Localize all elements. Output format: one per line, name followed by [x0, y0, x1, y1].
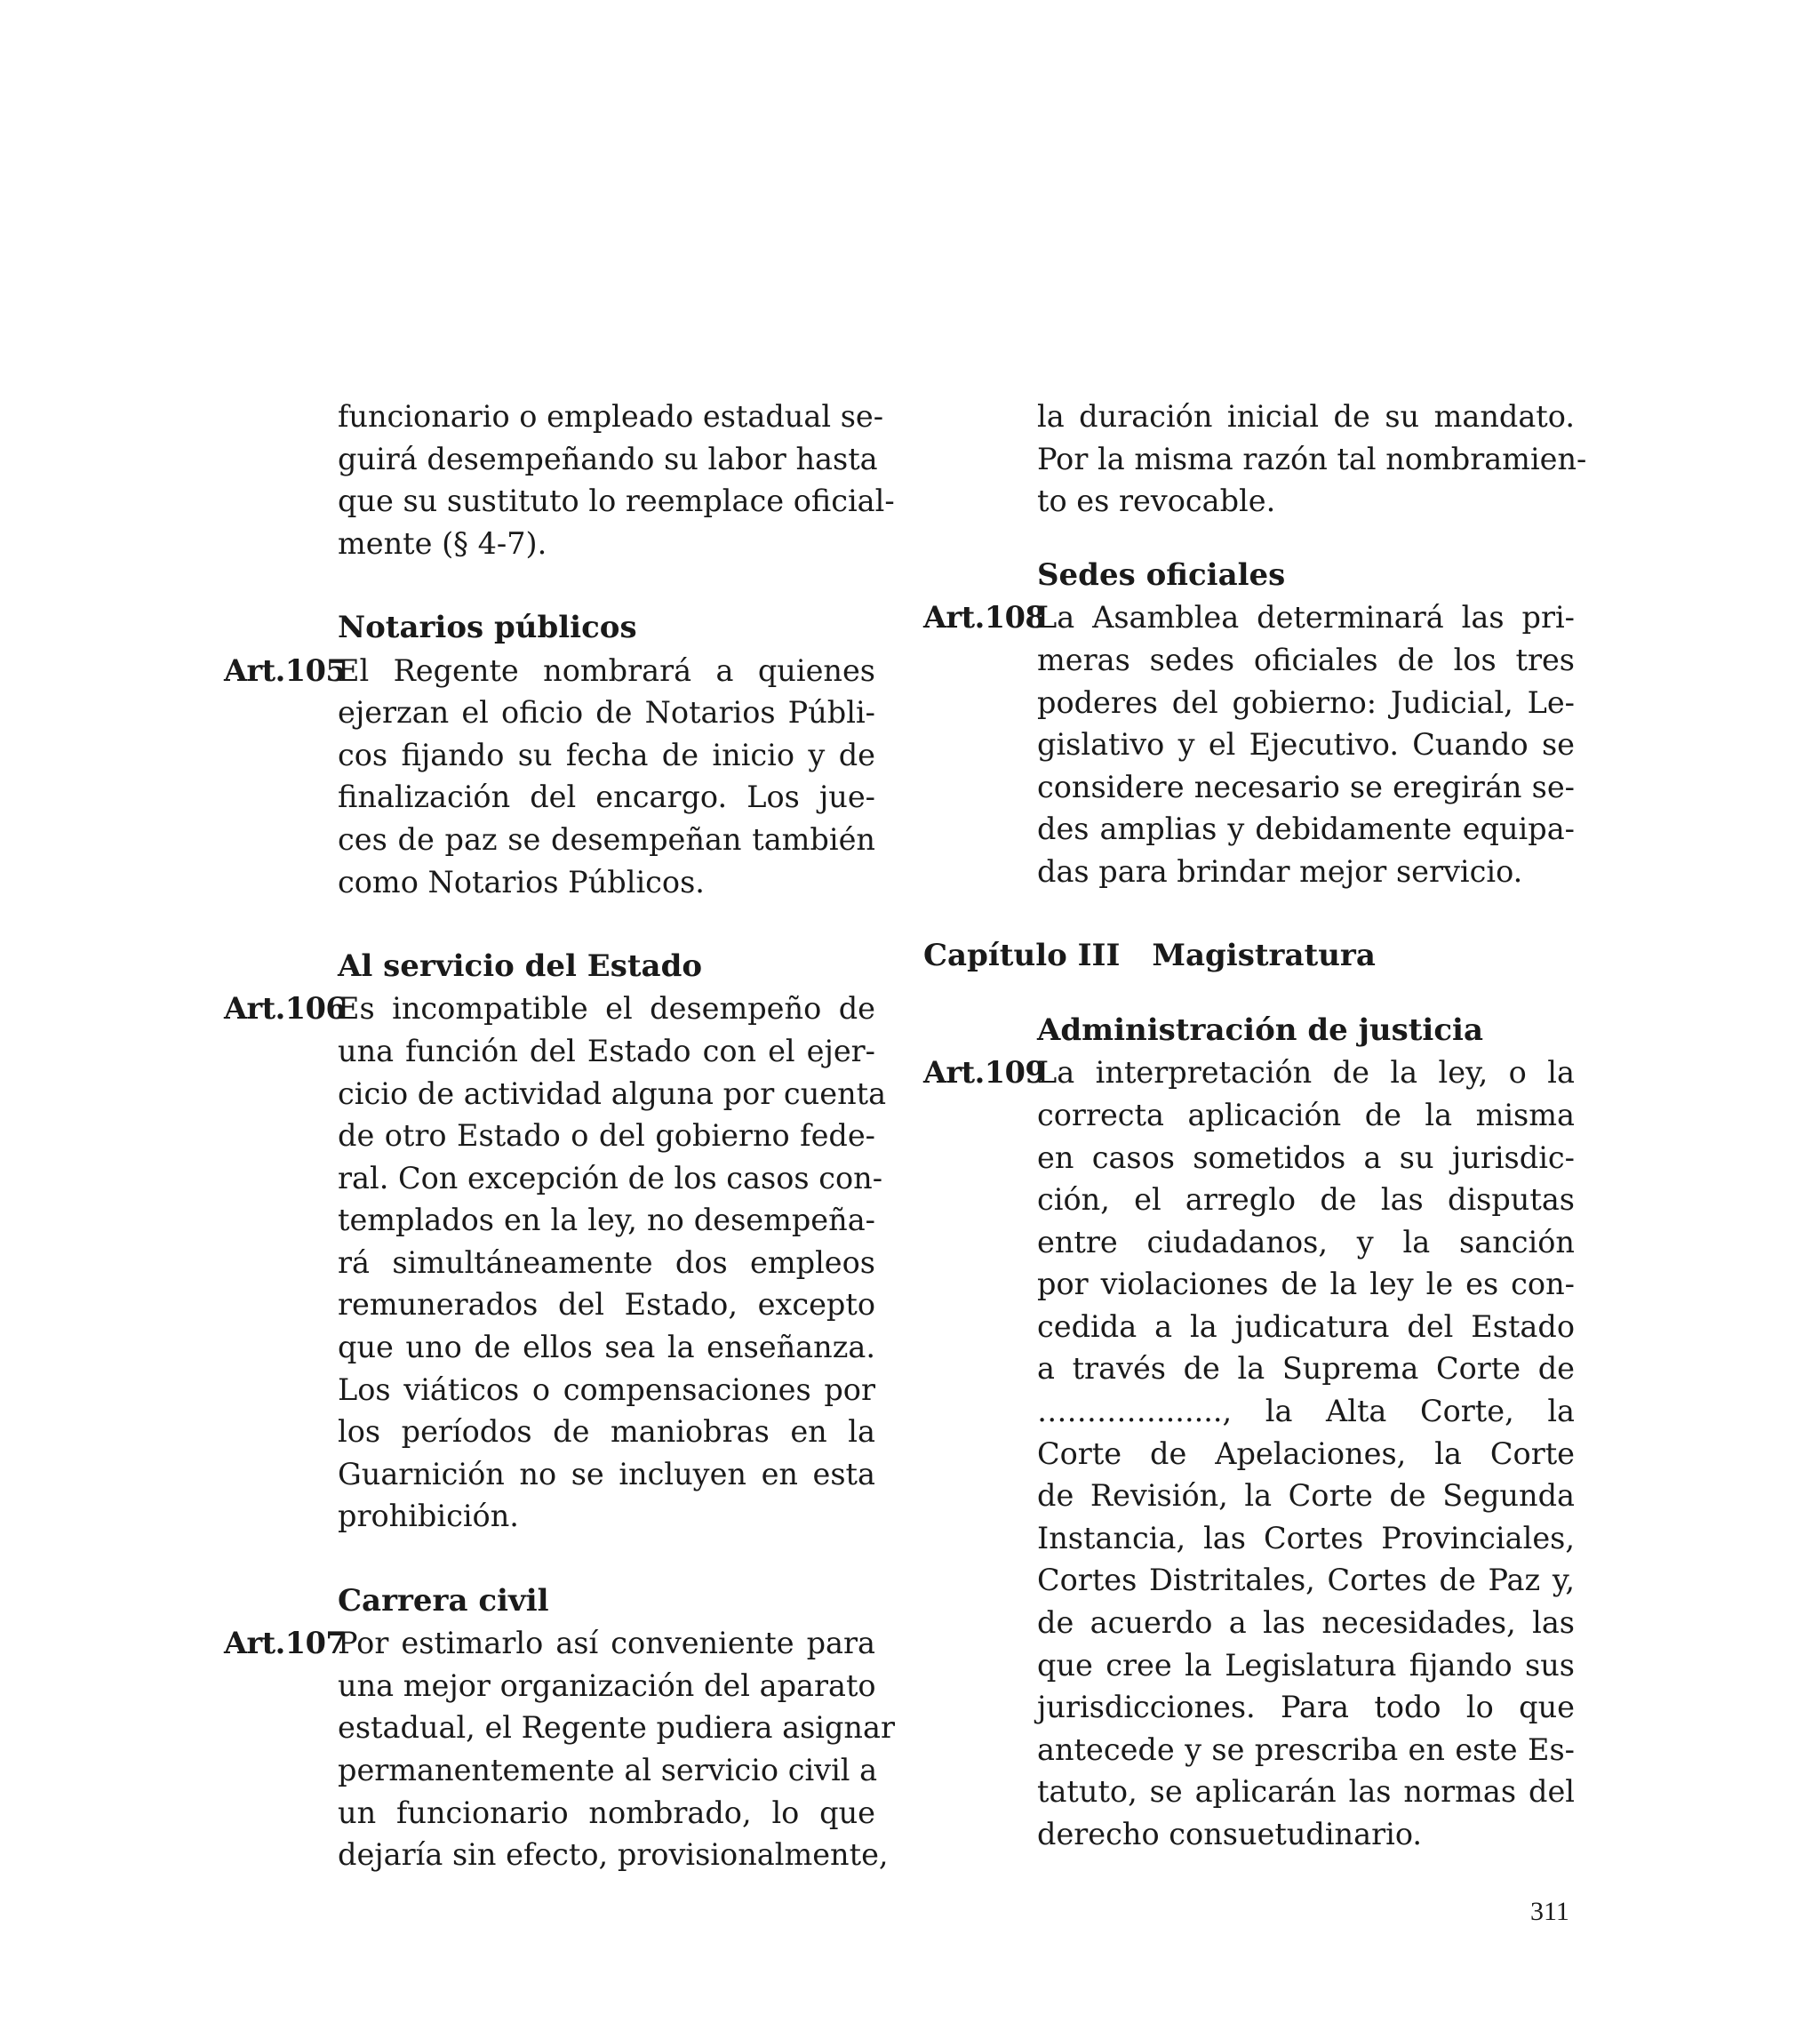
section-carrera-civil: [224, 1580, 895, 1876]
text-line: prohibición.: [338, 1499, 519, 1534]
text-line: dejaría sin efecto, provisionalmente,: [338, 1837, 889, 1873]
section-sedes-oficiales: [923, 555, 1575, 893]
text-line: Guarnición no se incluyen en esta: [338, 1456, 875, 1491]
page-number: 311: [1530, 1897, 1569, 1926]
chapter-heading: [923, 935, 1575, 978]
article-107: [224, 1622, 895, 1876]
text-line: meras sedes oficiales de los tres: [1037, 642, 1575, 677]
article-number: Art.109: [923, 1055, 1046, 1091]
text-line: permanentemente al servicio civil a: [338, 1753, 878, 1787]
text-line: en casos sometidos a su jurisdic-: [1037, 1139, 1575, 1175]
article-number: Art.107: [224, 1626, 347, 1661]
intro-paragraph: [338, 396, 895, 564]
text-line: cicio de actividad alguna por cuenta: [338, 1075, 887, 1111]
article-number: Art.106: [224, 991, 347, 1027]
text-line: ción, el arreglo de las disputas: [1037, 1182, 1575, 1218]
article-109: [923, 1051, 1575, 1855]
text-line: Cortes Distritales, Cortes de Paz y,: [1037, 1563, 1575, 1598]
text-line: Por estimarlo así conveniente para: [338, 1626, 875, 1661]
text-line: La Asamblea determinará las pri-: [1037, 600, 1575, 636]
text-line: Corte de Apelaciones, la Corte: [1037, 1435, 1575, 1471]
text-line: a través de la Suprema Corte de: [1037, 1351, 1575, 1387]
text-line: ces de paz se desempeñan también: [338, 821, 875, 857]
article-108: [923, 596, 1575, 892]
text-line: de Revisión, la Corte de Segunda: [1037, 1478, 1575, 1514]
text-line: Por la misma razón tal nombramien-: [1037, 441, 1587, 476]
text-line: entre ciudadanos, y la sanción: [1037, 1224, 1575, 1259]
text-line: estadual, el Regente pudiera asignar: [338, 1710, 895, 1746]
text-line: cos fijando su fecha de inicio y de: [338, 737, 875, 772]
text-line: un funcionario nombrado, lo que: [338, 1795, 875, 1830]
text-line: templados en la ley, no desempeña-: [338, 1203, 875, 1238]
text-line: to es revocable.: [1037, 484, 1276, 519]
continuation-paragraph: [1037, 396, 1587, 523]
article-number: Art.105: [224, 652, 347, 688]
text-line: ral. Con excepción de los casos con-: [338, 1160, 883, 1195]
section-notarios: [224, 607, 875, 903]
text-line: poderes del gobierno: Judicial, Le-: [1037, 684, 1575, 720]
text-line: guirá desempeñando su labor hasta: [338, 441, 878, 476]
text-line: de otro Estado o del gobierno fede-: [338, 1118, 875, 1154]
text-line: derecho consuetudinario.: [1037, 1817, 1423, 1851]
text-line: una mejor organización del aparato: [338, 1667, 876, 1703]
text-line: des amplias y debidamente equipa-: [1037, 812, 1575, 847]
text-line: Es incompatible el desempeño de: [338, 991, 875, 1027]
text-line: que su sustituto lo reemplace oficial-: [338, 484, 895, 519]
text-line: que uno de ellos sea la enseñanza.: [338, 1330, 875, 1365]
section-heading: Al servicio del Estado: [338, 948, 703, 984]
text-line: una función del Estado con el ejer-: [338, 1033, 875, 1068]
text-line: que cree la Legislatura fijando sus: [1037, 1647, 1575, 1683]
text-line: rá simultáneamente dos empleos: [338, 1244, 875, 1280]
chapter-label: Capítulo III: [923, 938, 1121, 974]
text-line: gislativo y el Ejecutivo. Cuando se: [1037, 727, 1575, 763]
text-line: La interpretación de la ley, o la: [1037, 1055, 1575, 1091]
text-line: antecede y se prescriba en este Es-: [1037, 1731, 1575, 1767]
article-number: Art.108: [923, 600, 1046, 636]
text-line: …………......., la Alta Corte, la: [1037, 1394, 1575, 1429]
article-106: [224, 988, 887, 1538]
section-heading: Administración de justicia: [1037, 1012, 1483, 1048]
section-al-servicio: [224, 946, 887, 1538]
text-line: ejerzan el oficio de Notarios Públi-: [338, 695, 875, 731]
text-line: la duración inicial de su mandato.: [1037, 399, 1575, 434]
left-column: [224, 396, 895, 1876]
text-line: como Notarios Públicos.: [338, 864, 705, 900]
text-line: cedida a la judicatura del Estado: [1037, 1308, 1575, 1344]
text-line: Los viáticos o compensaciones por: [338, 1371, 875, 1407]
text-line: das para brindar mejor servicio.: [1037, 853, 1523, 889]
text-line: considere necesario se eregirán se-: [1037, 769, 1575, 804]
text-line: por violaciones de la ley le es con-: [1037, 1267, 1575, 1302]
section-heading: Notarios públicos: [338, 609, 637, 645]
article-105: [224, 650, 875, 904]
text-line: correcta aplicación de la misma: [1037, 1097, 1575, 1132]
text-line: de acuerdo a las necesidades, las: [1037, 1605, 1575, 1641]
text-line: Instancia, las Cortes Provinciales,: [1037, 1520, 1575, 1555]
section-heading: Sedes oficiales: [1037, 556, 1286, 593]
text-line: finalización del encargo. Los jue-: [338, 780, 875, 815]
text-line: mente (§ 4-7).: [338, 525, 547, 561]
text-line: jurisdicciones. Para todo lo que: [1037, 1690, 1575, 1725]
section-administracion-justicia: [923, 1010, 1575, 1856]
text-line: tatuto, se aplicarán las normas del: [1037, 1774, 1575, 1810]
text-line: funcionario o empleado estadual se-: [338, 399, 884, 434]
text-line: los períodos de maniobras en la: [338, 1414, 875, 1450]
text-line: El Regente nombrará a quienes: [338, 652, 875, 688]
chapter-title: Magistratura: [1152, 938, 1376, 974]
right-column: [923, 396, 1587, 1856]
text-line: remunerados del Estado, excepto: [338, 1287, 875, 1323]
section-heading: Carrera civil: [338, 1582, 549, 1619]
